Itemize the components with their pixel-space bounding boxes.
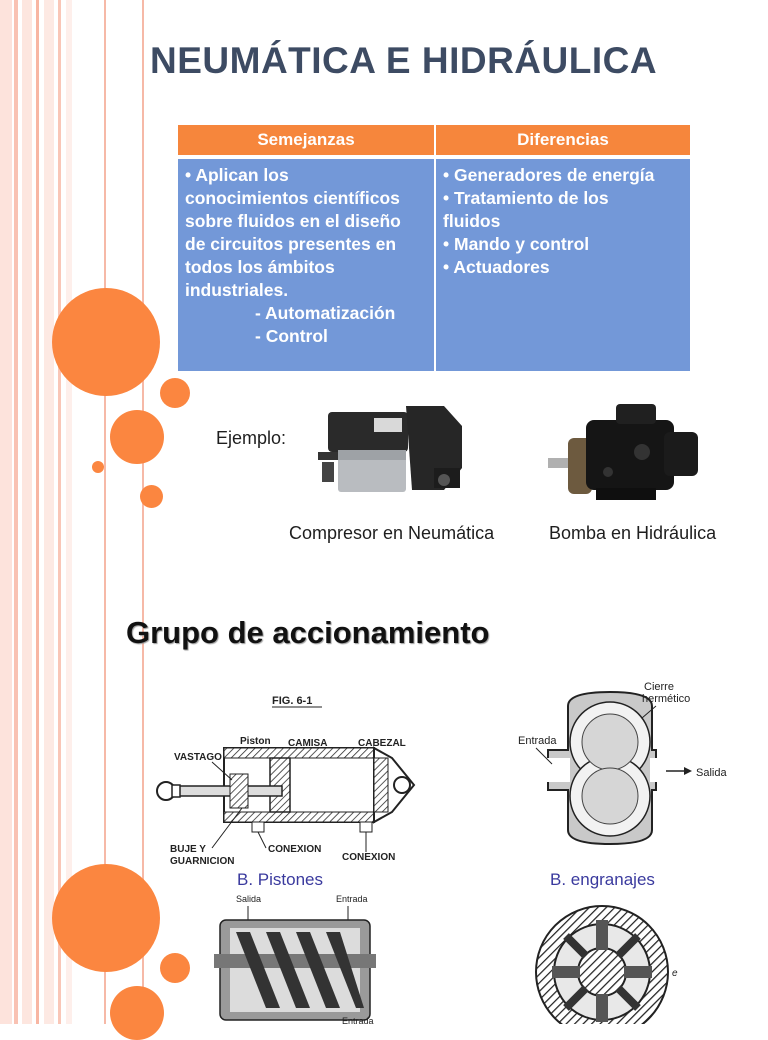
cell-line: de circuitos presentes en bbox=[185, 234, 397, 254]
cell-line: fluidos bbox=[443, 211, 501, 231]
decor-stripe bbox=[66, 0, 72, 1024]
fig-buje-label: BUJE Y bbox=[170, 844, 206, 855]
pump-image bbox=[546, 402, 702, 506]
screw-pump-figure bbox=[214, 892, 376, 1024]
cell-line: • Tratamiento de los bbox=[443, 188, 609, 208]
decor-line bbox=[142, 0, 144, 1024]
fig-guarnicion-label: GUARNICION bbox=[170, 856, 235, 867]
decor-stripe bbox=[22, 0, 32, 1024]
decor-circle bbox=[160, 953, 190, 983]
cell-line: todos los ámbitos bbox=[185, 257, 335, 277]
decor-stripe bbox=[36, 0, 39, 1024]
cell-sub-line: - Automatización bbox=[255, 303, 396, 323]
screw-entrada2-label: Entrada bbox=[342, 1016, 374, 1024]
screw-entrada-label: Entrada bbox=[336, 894, 368, 904]
decor-stripe bbox=[44, 0, 54, 1024]
cell-diferencias bbox=[435, 157, 690, 371]
fig-piston-label: Piston bbox=[240, 736, 271, 747]
header-diferencias: Diferencias bbox=[435, 125, 690, 157]
gears-caption: B. engranajes bbox=[550, 870, 655, 889]
section-title: Grupo de accionamiento bbox=[126, 615, 490, 650]
pistons-caption: B. Pistones bbox=[237, 870, 323, 889]
cell-line: • Aplican los bbox=[185, 165, 289, 185]
decor-circle bbox=[110, 986, 164, 1040]
page-title: NEUMÁTICA E HIDRÁULICA bbox=[150, 40, 658, 81]
pump-caption: Bomba en Hidráulica bbox=[549, 523, 717, 543]
gear-salida-label: Salida bbox=[696, 767, 727, 779]
compressor-caption: Compresor en Neumática bbox=[289, 523, 495, 543]
decor-stripe bbox=[0, 0, 12, 1024]
screw-salida-label: Salida bbox=[236, 894, 262, 904]
piston-figure bbox=[152, 688, 430, 870]
decor-circle bbox=[52, 288, 160, 396]
fig-conexion-label: CONEXION bbox=[342, 852, 396, 863]
decor-circle bbox=[140, 485, 163, 508]
example-label: Ejemplo: bbox=[216, 428, 287, 448]
gear-pump-figure bbox=[506, 678, 738, 858]
fig-vastago-label: VASTAGO bbox=[174, 752, 222, 763]
decor-stripe bbox=[14, 0, 18, 1024]
cell-line: conocimientos científicos bbox=[185, 188, 400, 208]
gear-cierre-label: Cierre bbox=[644, 681, 674, 693]
header-semejanzas: Semejanzas bbox=[178, 125, 435, 157]
cell-semejanzas bbox=[178, 157, 435, 371]
decor-circle bbox=[160, 378, 190, 408]
gear-entrada-label: Entrada bbox=[518, 735, 557, 747]
vane-e-label: e bbox=[672, 968, 678, 979]
cell-sub-line: - Control bbox=[255, 326, 328, 346]
cell-line: industriales. bbox=[185, 280, 289, 300]
decor-circle bbox=[110, 410, 164, 464]
decor-stripe bbox=[58, 0, 61, 1024]
cell-line: • Actuadores bbox=[443, 257, 550, 277]
fig-cabezal-label: CABEZAL bbox=[358, 738, 406, 749]
gear-hermetico-label: hermético bbox=[642, 693, 691, 705]
decor-circle bbox=[92, 461, 104, 473]
compressor-image bbox=[316, 398, 468, 500]
fig-conexion-label: CONEXION bbox=[268, 844, 322, 855]
cell-line: • Mando y control bbox=[443, 234, 590, 254]
vane-pump-figure bbox=[530, 898, 690, 1024]
cell-line: • Generadores de energía bbox=[443, 165, 655, 185]
fig-camisa-label: CAMISA bbox=[288, 738, 328, 749]
cell-line: sobre fluidos en el diseño bbox=[185, 211, 401, 231]
comparison-table bbox=[178, 125, 690, 371]
decor-circle bbox=[52, 864, 160, 972]
fig-label: FIG. 6-1 bbox=[272, 695, 313, 707]
